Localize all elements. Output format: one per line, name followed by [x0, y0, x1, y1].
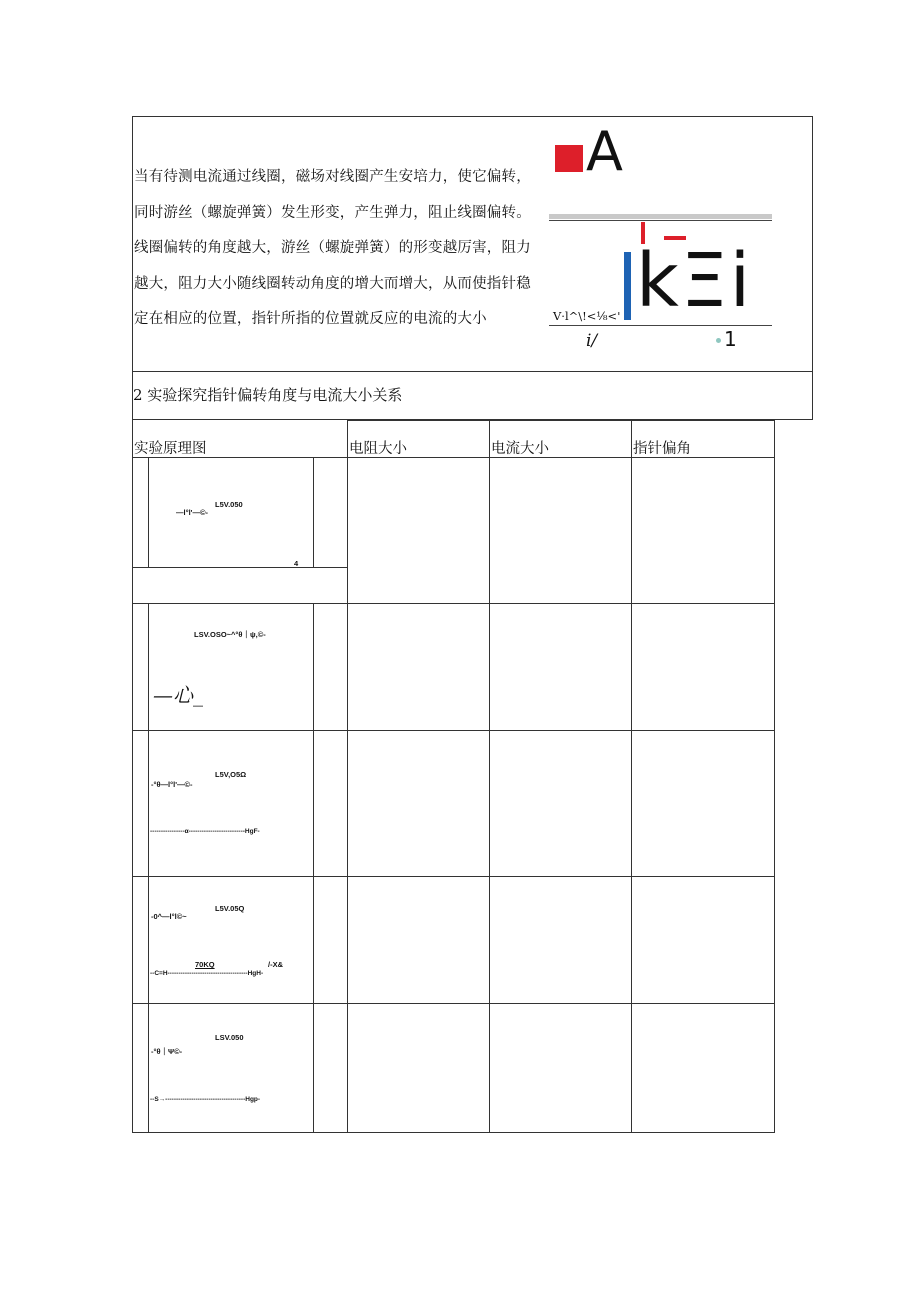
circuit-label: /-X&: [268, 960, 283, 969]
circuit-label: LSV.OSO~^°θ｜ψ,©-: [194, 630, 266, 639]
circuit-label: L5V,O5Ω: [215, 770, 247, 779]
figure-letter-a: A: [586, 120, 623, 183]
figure-i-label: i/: [586, 331, 598, 351]
circuit-label: --S→-------------------------------------Hgp-: [150, 1096, 261, 1103]
circuit-label: 4: [294, 559, 299, 568]
table-border: [132, 730, 775, 731]
table-border: [132, 567, 347, 568]
circuit-label: -0^—l°l©~: [151, 912, 187, 921]
table-border: [489, 420, 490, 1132]
circuit-label: 70KQ: [195, 960, 215, 969]
circuit-label: ----------------α--------------------------HgF-: [150, 828, 260, 835]
intro-paragraph: [134, 160, 546, 338]
section-title: 2 实验探究指针偏转角度与电流大小关系: [133, 386, 403, 404]
circuit-label: —心_: [153, 683, 203, 707]
figure-one-label: 1: [724, 327, 737, 351]
table-border: [148, 457, 149, 567]
table-border: [148, 603, 149, 1132]
table-border: [132, 1132, 775, 1133]
table-border: [132, 1003, 775, 1004]
table-border: [313, 457, 314, 567]
table-border: [347, 420, 348, 1132]
figure-scale-line: [549, 220, 772, 221]
table-border: [347, 420, 775, 421]
figure-big-text: kΞi: [636, 238, 753, 324]
table-border: [132, 420, 133, 1132]
intro-line: 定在相应的位置，指针所指的位置就反应的电流的大小: [134, 311, 487, 327]
circuit-label: —l°l'—©-: [176, 508, 208, 517]
blue-bar: [624, 252, 631, 320]
table-border: [313, 603, 314, 1132]
table-border: [132, 603, 775, 604]
intro-line: 线圈偏转的角度越大，游丝（螺旋弹簧）的形变越厉害，阻力: [134, 240, 531, 256]
intro-line: 当有待测电流通过线圈，磁场对线圈产生安培力，使它偏转，: [134, 169, 531, 185]
intro-line: 同时游丝（螺旋弹簧）发生形变，产生弹力，阻止线圈偏转。: [134, 204, 531, 221]
figure-scale-bar: [549, 214, 772, 219]
header-resistance: 电阻大小: [349, 441, 407, 457]
circuit-label: --C=H-------------------------------------HgH-: [150, 970, 264, 977]
table-border: [132, 876, 775, 877]
table-border: [774, 420, 775, 1132]
figure-base-line: [549, 325, 772, 326]
circuit-label: LSV.050: [215, 1033, 244, 1042]
red-square: [555, 145, 583, 172]
figure-formula: V·l^\!<⅛<': [553, 309, 621, 323]
circuit-label: -°θ—l°l'—©-: [151, 780, 193, 789]
circuit-label: L5V.050: [215, 500, 243, 509]
table-border: [631, 420, 632, 1132]
header-diagram: 实验原理图: [134, 441, 207, 457]
circuit-label: L5V.05Q: [215, 904, 245, 913]
header-current: 电流大小: [491, 441, 549, 457]
header-deflection: 指针偏角: [633, 441, 691, 457]
circuit-label: -°θ｜Ψ©-: [151, 1047, 183, 1056]
intro-line: 越大，阻力大小随线圈转动角度的增大而增大，从而使指针稳: [134, 275, 531, 292]
teal-dot: [716, 338, 721, 343]
